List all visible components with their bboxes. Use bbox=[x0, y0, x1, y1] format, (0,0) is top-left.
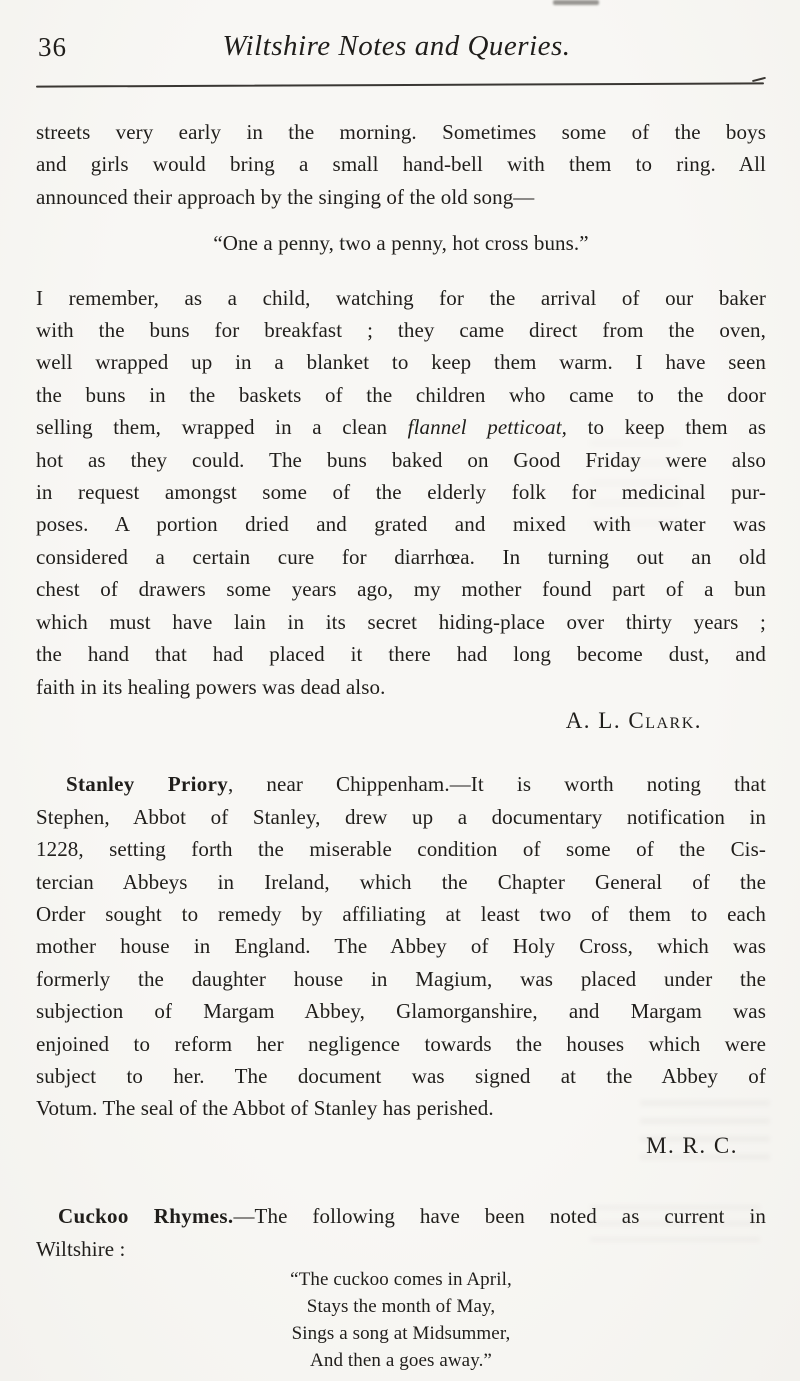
text-line: with the buns for breakfast ; they came direct from the oven, bbox=[36, 318, 766, 343]
text-line bbox=[36, 411, 766, 443]
text-run: selling them, wrapped in a clean bbox=[36, 415, 408, 440]
text-line: well wrapped up in a blanket to keep them warm. I have seen bbox=[36, 350, 766, 375]
article-stanley-priory bbox=[36, 768, 766, 1124]
text-line: subject to her. The document was signed at the Abbey of bbox=[36, 1063, 766, 1088]
page-body bbox=[0, 116, 800, 1374]
text-line: considered a certain cure for diarrhœa. In turning out an old bbox=[36, 544, 766, 569]
paragraph-hot-cross-buns-continuation bbox=[36, 116, 766, 213]
text-line bbox=[36, 768, 766, 800]
verse-line: Stays the month of May, bbox=[306, 1296, 496, 1317]
contributor-signature: M. R. C. bbox=[646, 1132, 738, 1158]
song-quotation: “One a penny, two a penny, hot cross buns.” bbox=[213, 231, 589, 256]
text-line: I remember, as a child, watching for the arrival of our baker bbox=[36, 285, 766, 310]
text-line: formerly the daughter house in Magium, was placed under the bbox=[36, 966, 766, 991]
text-line: announced their approach by the singing of the old song— bbox=[36, 184, 535, 209]
text-line: mother house in England. The Abbey of Holy Cross, which was bbox=[36, 934, 766, 959]
text-line: chest of drawers some years ago, my mother found part of a bun bbox=[36, 577, 766, 602]
text-line: the buns in the baskets of the children who came to the door bbox=[36, 382, 766, 407]
text-line: hot as they could. The buns baked on Good Friday were also bbox=[36, 447, 766, 472]
verse-line: Sings a song at Midsummer, bbox=[291, 1323, 511, 1344]
text-line: which must have lain in its secret hiding-place over thirty years ; bbox=[36, 609, 766, 634]
verse-line: And then a goes away.” bbox=[310, 1350, 492, 1371]
text-line: Order sought to remedy by affiliating at least two of them to each bbox=[36, 901, 766, 926]
text-line: subjection of Margam Abbey, Glamorganshire, and Margam was bbox=[36, 999, 766, 1024]
running-title: Wiltshire Notes and Queries. bbox=[222, 30, 571, 62]
text-line: faith in its healing powers was dead also. bbox=[36, 674, 386, 699]
text-line: enjoined to reform her negligence towards the houses which were bbox=[36, 1031, 766, 1056]
text-run: , near Chippenham.—It is worth noting that bbox=[228, 772, 767, 797]
text-line: Stephen, Abbot of Stanley, drew up a documentary notification in bbox=[36, 804, 766, 829]
contributor-signature: A. L. Clark. bbox=[565, 707, 702, 733]
italic-text-run: flannel petticoat, bbox=[407, 415, 568, 440]
page-header bbox=[0, 0, 800, 74]
text-line: Wiltshire : bbox=[36, 1236, 126, 1261]
header-rule bbox=[36, 82, 764, 87]
paragraph-baker-recollection bbox=[36, 282, 766, 703]
text-run: to keep them as bbox=[567, 415, 766, 440]
text-line bbox=[36, 1200, 766, 1232]
text-line: streets very early in the morning. Sometimes some of the boys bbox=[36, 120, 766, 144]
cuckoo-rhyme-verse bbox=[36, 1266, 766, 1374]
text-line: in request amongst some of the elderly folk for medicinal pur- bbox=[36, 480, 766, 505]
text-line: the hand that had placed it there had long become dust, and bbox=[36, 642, 766, 667]
text-line: Votum. The seal of the Abbot of Stanley has perished. bbox=[36, 1096, 494, 1121]
article-heading: Stanley Priory bbox=[66, 772, 228, 797]
article-cuckoo-rhymes bbox=[36, 1200, 766, 1265]
article-heading: Cuckoo Rhymes. bbox=[58, 1204, 234, 1229]
text-line: tercian Abbeys in Ireland, which the Chapter General of the bbox=[36, 869, 766, 894]
page-number: 36 bbox=[38, 32, 67, 62]
text-line: poses. A portion dried and grated and mixed with water was bbox=[36, 512, 766, 537]
text-run: —The following have been noted as current in bbox=[233, 1204, 766, 1229]
verse-line: “The cuckoo comes in April, bbox=[290, 1269, 512, 1290]
text-line: 1228, setting forth the miserable condition of some of the Cis- bbox=[36, 837, 766, 862]
text-line: and girls would bring a small hand-bell with them to ring. All bbox=[36, 152, 766, 177]
